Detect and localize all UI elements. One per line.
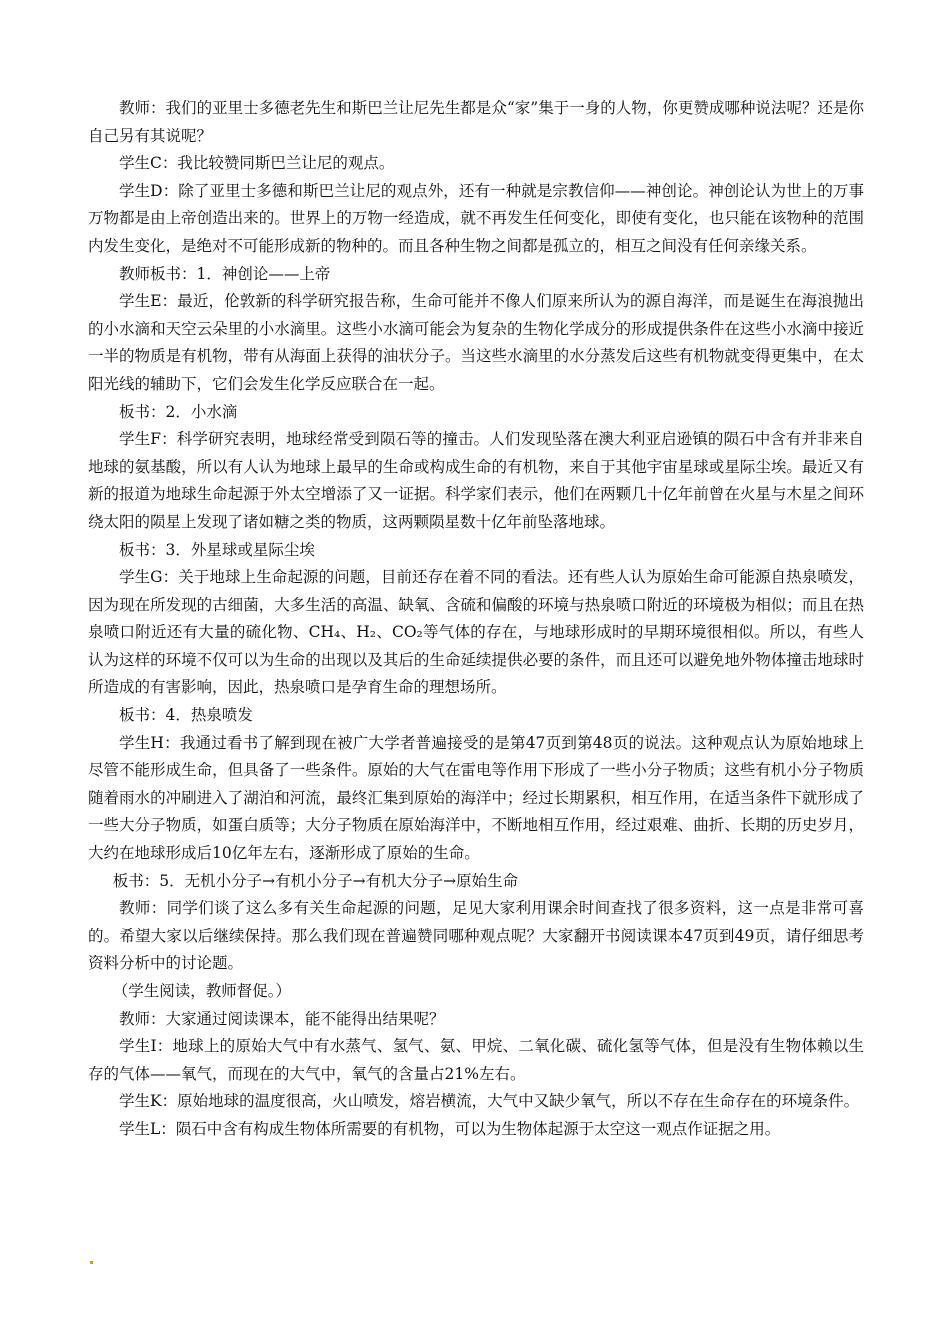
board-note-5: 板书：5．无机小分子→有机小分子→有机大分子→原始生命 bbox=[112, 871, 519, 890]
student-l-paragraph: 学生L：陨石中含有构成生物体所需要的有机物，可以为生物体起源于太空这一观点作证据之用。 bbox=[119, 1119, 781, 1138]
student-i-paragraph: 学生I：地球上的原始大气中有水蒸气、氢气、氨、甲烷、二氧化碳、硫化氢等气体，但是没有生物体赖以生存的气体——氧气，而现在的大气中，氧气的含量占21%左右。 bbox=[88, 1037, 864, 1083]
board-note-1: 教师板书：1．神创论——上帝 bbox=[119, 264, 331, 283]
student-reading-note: （学生阅读，教师督促。） bbox=[112, 982, 292, 1000]
teacher-summary-paragraph: 教师：同学们谈了这么多有关生命起源的问题，足见大家利用课余时间查找了很多资料，这一点是非常可喜的。希望大家以后继续保持。那么我们现在普遍赞同哪种观点呢？大家翻开书阅读课本47页到49页，请仔细思考资料分析中的讨论题。 bbox=[88, 899, 864, 973]
student-d-paragraph: 学生D：除了亚里士多德和斯巴兰让尼的观点外，还有一种就是宗教信仰——神创论。神创论认为世上的万事万物都是由上帝创造出来的。世界上的万物一经造成，就不再发生任何变化，即使有变化，也只能在该物种的范围内发生变化，是绝对不可能形成新的物种的。而且各种生物之间都是孤立的，相互之间没有任何亲缘关系。 bbox=[88, 181, 864, 255]
document-body bbox=[88, 95, 864, 1144]
margin-dot-marker bbox=[90, 1261, 93, 1264]
student-c-paragraph: 学生C：我比较赞同斯巴兰让尼的观点。 bbox=[119, 154, 395, 173]
board-note-2: 板书：2．小水滴 bbox=[119, 402, 238, 421]
student-k-paragraph: 学生K：原始地球的温度很高，火山喷发，熔岩横流，大气中又缺少氧气，所以不存在生命存在的环境条件。 bbox=[119, 1092, 860, 1111]
student-g-paragraph: 学生G：关于地球上生命起源的问题，目前还存在着不同的看法。还有些人认为原始生命可能源自热泉喷发，因为现在所发现的古细菌，大多生活的高温、缺氧、含硫和偏酸的环境与热泉喷口附近的环境极为相似；而且在热泉喷口附近还有大量的硫化物、CH₄、H₂、CO₂等气体的存在，与地球形成时的早期环境很相似。所以，有些人认为这样的环境不仅可以为生命的出现以及其后的生命延续提供必要的条件，而且还可以避免地外物体撞击地球时所造成的有害影响，因此，热泉喷口是孕育生命的理想场所。 bbox=[88, 568, 864, 697]
board-note-4: 板书：4．热泉喷发 bbox=[119, 706, 253, 725]
teacher-followup-paragraph: 教师：大家通过阅读课本，能不能得出结果呢？ bbox=[119, 1009, 445, 1028]
student-e-paragraph: 学生E：最近，伦敦新的科学研究报告称，生命可能并不像人们原来所认为的源自海洋，而是诞生在海浪抛出的小水滴和天空云朵里的小水滴里。这些小水滴可能会为复杂的生物化学成分的形成提供条件在这些小水滴中接近一半的物质是有机物，带有从海面上获得的油状分子。当这些水滴里的水分蒸发后这些有机物就变得更集中，在太阳光线的辅助下，它们会发生化学反应联合在一起。 bbox=[88, 292, 864, 393]
teacher-question-paragraph: 教师：我们的亚里士多德老先生和斯巴兰让尼先生都是众“家”集于一身的人物，你更赞成哪种说法呢？还是你自己另有其说呢？ bbox=[88, 99, 864, 145]
student-h-paragraph: 学生H：我通过看书了解到现在被广大学者普遍接受的是第47页到第48页的说法。这种观点认为原始地球上尽管不能形成生命，但具备了一些条件。原始的大气在雷电等作用下形成了一些小分子物质；这些有机小分子物质随着雨水的冲刷进入了湖泊和河流，最终汇集到原始的海洋中；经过长期累积，相互作用，在适当条件下就形成了一些大分子物质，如蛋白质等；大分子物质在原始海洋中，不断地相互作用，经过艰难、曲折、长期的历史岁月，大约在地球形成后10亿年左右，逐渐形成了原始的生命。 bbox=[88, 733, 864, 863]
student-f-paragraph: 学生F：科学研究表明，地球经常受到陨石等的撞击。人们发现坠落在澳大利亚启逊镇的陨石中含有并非来自地球的氨基酸，所以有人认为地球上最早的生命或构成生命的有机物，来自于其他宇宙星球或星际尘埃。最近又有新的报道为地球生命起源于外太空增添了又一证据。科学家们表示，他们在两颗几十亿年前曾在火星与木星之间环绕太阳的陨星上发现了诸如糖之类的物质，这两颗陨星数十亿年前坠落地球。 bbox=[88, 430, 864, 531]
board-note-3: 板书：3．外星球或星际尘埃 bbox=[119, 540, 315, 559]
